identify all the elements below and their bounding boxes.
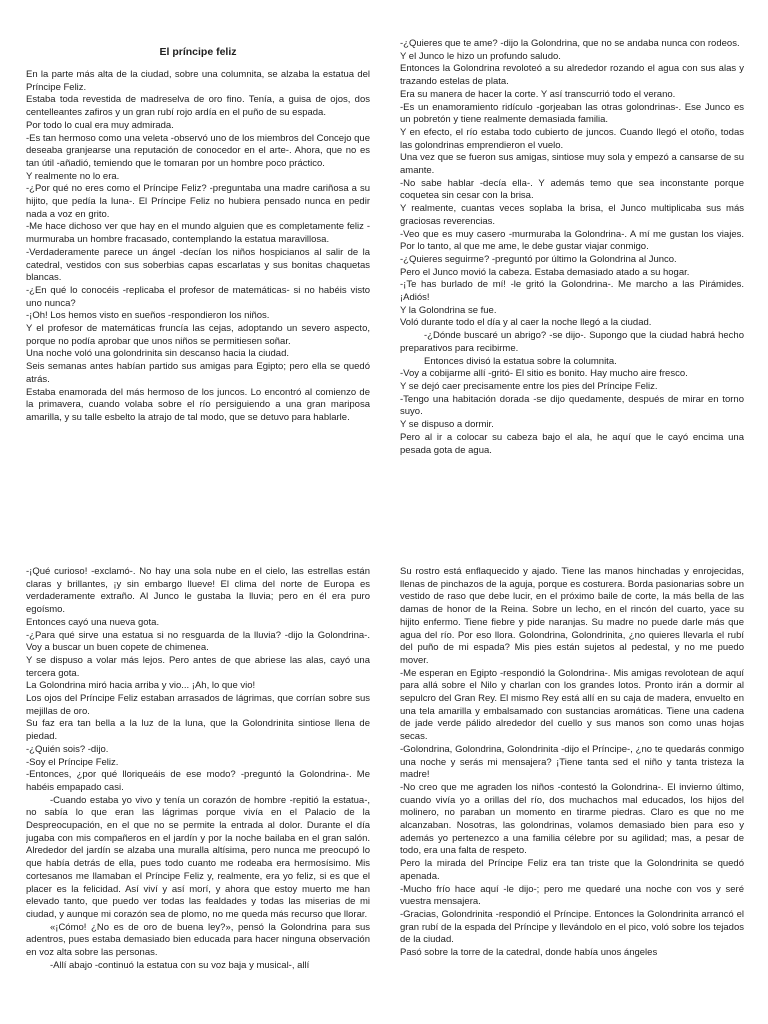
paragraph: Era su manera de hacer la corte. Y así transcurrió todo el verano. [400,88,676,100]
paragraph: -Veo que es muy casero -murmuraba la Golondrina-. A mí me gustan los viajes. Por lo tanto, al que me ame, le debe gustar viajar conmigo. [400,228,744,253]
paragraph: -¡Te has burlado de mí! -le gritó la Golondrina-. Me marcho a las Pirámides. ¡Adiós! [400,279,744,304]
paragraph: Su faz era tan bella a la luz de la luna, que la Golondrinita sintiose llena de piedad. [26,718,370,743]
paragraph: Pasó sobre la torre de la catedral, donde había unos ángeles [400,947,658,959]
paragraph: Su rostro está enflaquecido y ajado. Tiene las manos hinchadas y enrojecidas, llenas de pinchazos de la aguja, porque es costurera. Borda pasionarias sobre un vestido de raso que debe lucir, en el próximo baile de corte, la más bella de las damas de honor de la Reina. Sobre un lecho, en el rincón del cuarto, yace su hijito enfermo. Tiene fiebre y pide naranjas. Su madre no puede darle más que agua del río. Por eso llora. Golondrina, Golondrinita, ¿no quieres llevarla el rubí del puño de mi espada? Mis pies están sujetos al pedestal, y no me puedo mover. [400,566,744,666]
paragraph: -Mucho frío hace aquí -le dijo-; pero me quedaré una noche con vos y seré vuestra mensajera. [400,883,744,908]
paragraph: -¿Quieres que te ame? -dijo la Golondrina, que no se andaba nunca con rodeos. [400,38,740,49]
paragraph: -Me hace dichoso ver que hay en el mundo alguien que es completamente feliz -murmuraba un hombre fracasado, contemplando la estatua maravillosa. [26,221,370,246]
paragraph: -Entonces, ¿por qué lloriqueáis de ese modo? -preguntó la Golondrina-. Me habéis empapado casi. [26,769,370,793]
paragraph: -Verdaderamente parece un ángel -decían los niños hospicianos al salir de la catedral, vestidos con sus soberbias capas escarlatas y sus bonitas chaquetas blancas. [26,246,370,284]
paragraph: -¿Quieres seguirme? -preguntó por último la Golondrina al Junco. [400,253,677,265]
paragraph: -¿Quién sois? -dijo. [26,743,109,755]
paragraph: Entonces cayó una nueva gota. [26,616,160,628]
document-title: El príncipe feliz [159,46,237,58]
paragraph: -No creo que me agraden los niños -contestó la Golondrina-. El invierno último, cuando vivía yo a orillas del río, dos muchachos mal educados, los hijos del molinero, no paraban un momento en tirarme piedras. Claro es que no me alcanzaban. Nosotras, las golondrinas, volamos demasiado bien para eso y además yo pertenezco a una familia célebre por su agilidad; mas, a pesar de todo, era una falta de respeto. [400,781,744,857]
paragraph: -Es tan hermoso como una veleta -observó uno de los miembros del Concejo que deseaba granjearse una reputación de conocedor en el arte-. Ahora, que no es tan útil -añadió, temiendo que le tomaran por un hombre poco práctico. [26,132,370,169]
paragraph: Y se dispuso a volar más lejos. Pero antes de que abriese las alas, cayó una tercera gota. [26,654,370,679]
paragraph: -¿Para qué sirve una estatua si no resguarda de la lluvia? -dijo la Golondrina-. Voy a buscar un buen copete de chimenea. [26,629,370,654]
paragraph: Estaba toda revestida de madreselva de oro fino. Tenía, a guisa de ojos, dos centelleantes zafiros y un gran rubí rojo ardía en el puño de su espada. [26,94,370,119]
paragraph: -Allí abajo -continuó la estatua con su voz baja y musical-, allí [50,959,310,971]
paragraph: Y el Junco le hizo un profundo saludo. [400,50,561,62]
paragraph: -No sabe hablar -decía ella-. Y además temo que sea inconstante porque coquetea sin cesar con la brisa. [400,177,744,202]
paragraph: Estaba enamorada del más hermoso de los juncos. Lo encontró al comienzo de la primavera, cuando volaba sobre el río persiguiendo a una gran mariposa amarilla, y su talle esbelto la atrajo de tal modo, que se detuvo para hablarle. [26,386,370,423]
page-top-left [26,38,370,518]
paragraph: -Me esperan en Egipto -respondió la Golondrina-. Mis amigas revolotean de aquí para allá sobre el Nilo y charlan con los grandes lotos. Pronto irán a dormir al sepulcro del Gran Rey. El mismo Rey está allí en su caja de madera, envuelto en una tela amarilla y embalsamado con sustancias aromáticas. Tiene una cadena de jade verde pálido alrededor del cuello y sus manos son como unas hojas secas. [400,667,744,743]
page-bottom-right [400,566,744,1024]
paragraph: Una noche voló una golondrinita sin descanso hacia la ciudad. [26,348,290,360]
paragraph: Y el profesor de matemáticas fruncía las cejas, adoptando un severo aspecto, porque no podía aprobar que unos niños se permitiesen soñar. [26,323,370,347]
paragraph: En la parte más alta de la ciudad, sobre una columnita, se alzaba la estatua del Príncipe Feliz. [26,69,370,93]
paragraph: Pero al ir a colocar su cabeza bajo el ala, he aquí que le cayó encima una pesada gota de agua. [400,431,744,456]
paragraph: Y realmente no lo era. [26,170,120,182]
paragraph: -Cuando estaba yo vivo y tenía un corazón de hombre -repitió la estatua-, no sabía lo que eran las lágrimas porque vivía en el Palacio de la Despreocupación, en el que no se permite la entrada al dolor. Durante el día jugaba con mis compañeros en el jardín y por la noche bailaba en el gran salón. Alrededor del jardín se alzaba una muralla altísima, pero nunca me preocupó lo que había detrás de ella, pues todo cuanto me rodeaba era hermosísimo. Mis cortesanos me llamaban el Príncipe Feliz y, realmente, era yo feliz, si es que el placer es la felicidad. Así viví y así morí, y ahora que estoy muerto me han elevado tanto, que puedo ver todas las fealdades y todas las miserias de mi ciudad, y aunque mi corazón sea de plomo, no me queda más recurso que llorar. [26,794,370,920]
paragraph: -Soy el Príncipe Feliz. [26,756,119,768]
paragraph: Pero la mirada del Príncipe Feliz era tan triste que la Golondrinita se quedó apenada. [400,858,744,882]
paragraph: Voló durante todo el día y al caer la noche llegó a la ciudad. [400,317,652,329]
paragraph: Los ojos del Príncipe Feliz estaban arrasados de lágrimas, que corrían sobre sus mejillas de oro. [26,693,370,717]
paragraph: -¿En qué lo conocéis -replicaba el profesor de matemáticas- si no habéis visto uno nunca? [26,284,370,309]
paragraph: -Tengo una habitación dorada -se dijo quedamente, después de mirar en torno suyo. [400,393,744,418]
paragraph: Una vez que se fueron sus amigas, sintiose muy sola y empezó a cansarse de su amante. [400,152,744,177]
paragraph: La Golondrina miró hacia arriba y vio... ¡Ah, lo que vio! [26,680,256,692]
paragraph: -Gracias, Golondrinita -respondió el Príncipe. Entonces la Golondrinita arrancó el gran rubí de la espada del Príncipe y llevándolo en el pico, voló sobre los tejados de la ciudad. [400,908,744,946]
page-top-right [400,38,744,518]
paragraph: -¿Por qué no eres como el Príncipe Feliz? -preguntaba una madre cariñosa a su hijito, que pedía la luna-. El Príncipe Feliz no hubiera pensado nunca en pedir nada a voz en grito. [26,183,370,220]
paragraph: -Voy a cobijarme allí -gritó- El sitio es bonito. Hay mucho aire fresco. [400,368,688,380]
paragraph: Entonces la Golondrina revoloteó a su alrededor rozando el agua con sus alas y trazando estelas de plata. [400,63,744,88]
paragraph: -¿Dónde buscaré un abrigo? -se dijo-. Supongo que la ciudad habrá hecho preparativos para recibirme. [400,330,744,354]
paragraph: Entonces divisó la estatua sobre la columnita. [424,355,617,367]
paragraph: «¡Cómo! ¿No es de oro de buena ley?», pensó la Golondrina para sus adentros, pues estaba demasiado bien educada para hacer ninguna observación en voz alta sobre las personas. [26,921,370,959]
paragraph: Y en efecto, el río estaba todo cubierto de juncos. Cuando llegó el otoño, todas las golondrinas emprendieron el vuelo. [400,126,744,151]
paragraph: Seis semanas antes habían partido sus amigas para Egipto; pero ella se quedó atrás. [26,361,370,385]
paragraph: Y realmente, cuantas veces soplaba la brisa, el Junco multiplicaba sus más graciosas reverencias. [400,203,744,227]
paragraph: -¡Oh! Los hemos visto en sueños -respondieron los niños. [26,310,270,322]
paragraph: -Golondrina, Golondrina, Golondrinita -dijo el Príncipe-, ¿no te quedarás conmigo una noche y serás mi mensajera? ¡Tiene tanta sed el niño y tanta tristeza la madre! [400,743,744,781]
paragraph: Y se dejó caer precisamente entre los pies del Príncipe Feliz. [400,380,658,392]
page-bottom-left [26,566,370,1024]
paragraph: Y se dispuso a dormir. [400,419,494,431]
paragraph: Por todo lo cual era muy admirada. [26,119,174,131]
paragraph: Y la Golondrina se fue. [400,304,497,316]
paragraph: -Es un enamoramiento ridículo -gorjeaban las otras golondrinas-. Ese Junco es un pobretón y tiene realmente demasiada familia. [400,101,744,126]
paragraph: Pero el Junco movió la cabeza. Estaba demasiado atado a su hogar. [400,266,690,278]
paragraph: -¡Qué curioso! -exclamó-. No hay una sola nube en el cielo, las estrellas están claras y brillantes, ¡y sin embargo llueve! El clima del norte de Europa es verdaderamente extraño. Al Junco le gustaba la lluvia; pero en él era puro egoísmo. [26,566,370,616]
